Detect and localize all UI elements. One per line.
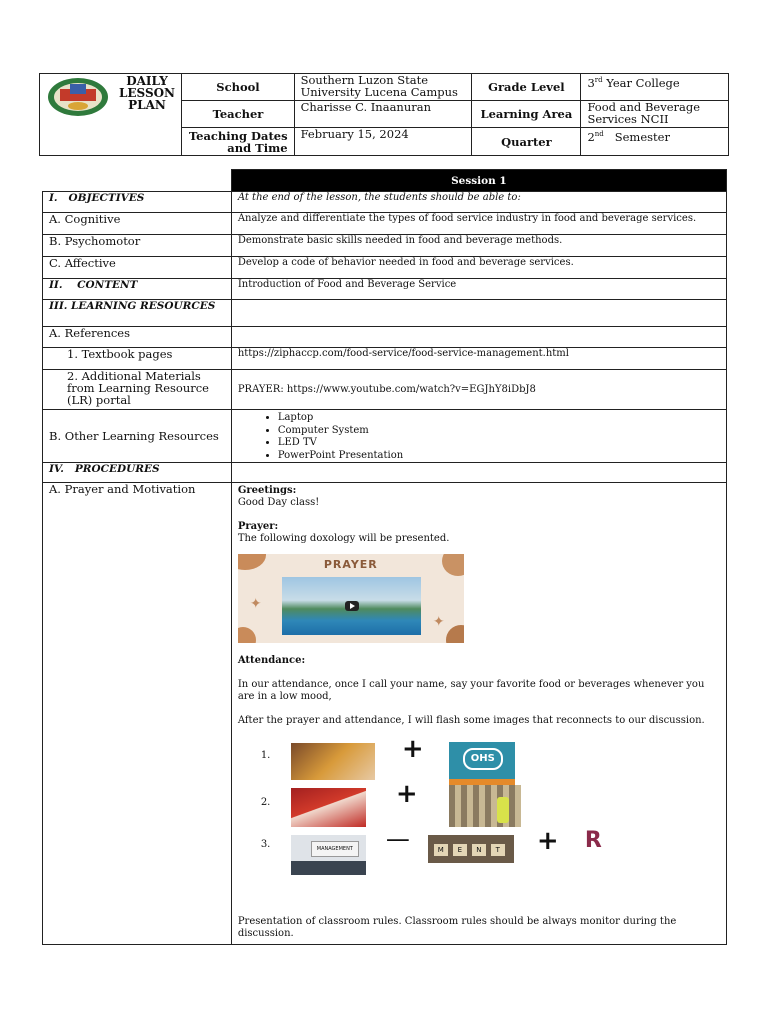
prayer-motivation-label: A. Prayer and Motivation [43,483,232,945]
teacher-value: Charisse C. Inaanuran [294,101,472,128]
ribbon-cutting-image [291,788,366,827]
attendance-text: In our attendance, once I call your name, say your favorite food or beverages whenever you are in a low mood, [237,679,705,702]
other-resources-label: B. Other Learning Resources [43,410,232,463]
dates-value: February 15, 2024 [294,128,472,156]
content-text: Introduction of Food and Beverage Service [231,279,726,300]
lesson-table [42,169,727,945]
item-number: 2. [260,797,271,808]
letter-r-image: R [584,828,602,853]
prayer-text: The following doxology will be presented. [237,533,450,544]
resource-item: • Laptop [278,412,720,425]
play-icon[interactable] [345,601,359,611]
classroom-rules-text: Presentation of classroom rules. Classroom rules should be always monitor during the discussion. [237,916,677,939]
affective-text: Develop a code of behavior needed in food and beverage services. [231,257,726,279]
plus-sign: + [401,734,424,764]
textbook-label: 1. Textbook pages [43,348,232,370]
plus-sign: + [395,779,418,809]
header-table [39,73,729,156]
additional-label: 2. Additional Materials from Learning Resource (LR) portal [43,370,232,410]
minus-sign: — [385,825,410,853]
area-value: Food and Beverage Services NCII [581,101,729,128]
prayer-slide-title: PRAYER [323,558,378,571]
procedures-heading: IV. PROCEDURES [43,463,232,483]
additional-value[interactable]: PRAYER: https://www.youtube.com/watch?v=EGJhY8iDbJ8 [231,370,726,410]
school-value: Southern Luzon State University Lucena Campus [294,74,472,101]
item-number: 1. [260,750,271,761]
quarter-value: 2nd Semester [581,128,729,156]
references-blank [231,327,726,348]
seal-cell [40,74,182,156]
resources-blank [231,300,726,327]
prayer-motivation-cell [231,483,726,945]
grade-label: Grade Level [472,74,581,101]
letter-tile: E [453,844,467,856]
ment-tiles-image [428,835,514,863]
flash-text: After the prayer and attendance, I will flash some images that reconnects to our discussion. [237,715,705,726]
letter-tile: T [491,844,505,856]
grade-value: 3rd Year College [581,74,729,101]
ohs-image [449,742,515,786]
blank-header-cell [43,170,232,192]
school-label: School [182,74,294,101]
university-seal-icon [46,76,110,118]
resource-item: • Computer System [278,425,720,438]
procedures-blank [231,463,726,483]
session-header: Session 1 [231,170,726,192]
references-label: A. References [43,327,232,348]
sparkle-icon: ✦ [432,614,445,630]
cognitive-text: Analyze and differentiate the types of food service industry in food and beverage services. [231,213,726,235]
quarter-label: Quarter [472,128,581,156]
area-label: Learning Area [472,101,581,128]
resources-heading: III. LEARNING RESOURCES [43,300,232,327]
item-number: 3. [260,839,271,850]
psychomotor-text: Demonstrate basic skills needed in food and beverage methods. [231,235,726,257]
attendance-label: Attendance: [237,655,306,666]
prayer-label: Prayer: [237,521,279,532]
greetings-label: Greetings: [237,485,297,496]
food-image [291,743,375,780]
resource-item: • PowerPoint Presentation [278,450,720,463]
warehouse-image [449,785,521,827]
objectives-heading: I. OBJECTIVES [43,192,232,213]
management-image [291,835,366,875]
management-board-label: MANAGEMENT [311,841,359,857]
objectives-intro: At the end of the lesson, the students should be able to: [231,192,726,213]
affective-label: C. Affective [43,257,232,279]
sparkle-icon: ✦ [249,596,262,612]
psychomotor-label: B. Psychomotor [43,235,232,257]
letter-tile: N [472,844,486,856]
letter-tile: M [434,844,448,856]
plus-sign: + [536,826,559,856]
teacher-label: Teacher [182,101,294,128]
ohs-label: OHS [463,748,503,770]
content-heading: II. CONTENT [43,279,232,300]
plan-title: DAILY LESSON PLAN [118,74,176,112]
other-resources-list [231,410,726,463]
prayer-video-thumbnail[interactable] [238,554,464,643]
dates-label: Teaching Dates and Time [182,128,294,156]
textbook-url[interactable]: https://ziphaccp.com/food-service/food-service-management.html [231,348,726,370]
cognitive-label: A. Cognitive [43,213,232,235]
resource-item: • LED TV [278,437,720,450]
greetings-text: Good Day class! [237,497,320,508]
